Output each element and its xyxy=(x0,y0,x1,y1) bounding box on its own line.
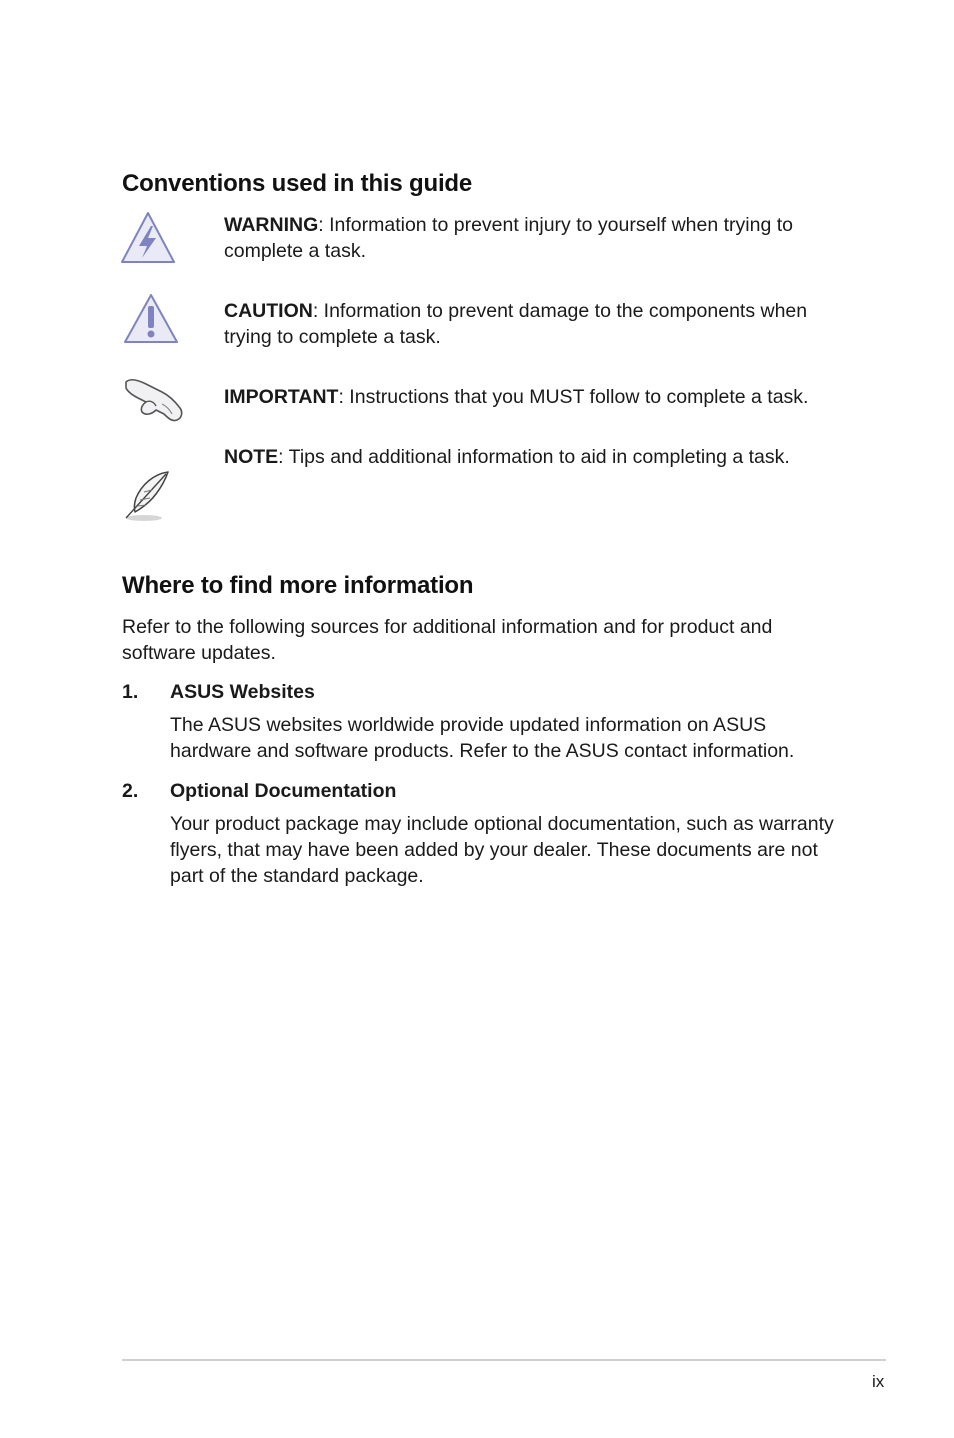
important-text: : Instructions that you MUST follow to complete a task. xyxy=(338,386,809,408)
list-item-number: 2. xyxy=(122,780,139,802)
optional-documentation-body: Your product package may include optional documentation, such as warranty flyers, that may have been added by your dealer. These documents are not part of the standard package. xyxy=(170,813,834,887)
note-note xyxy=(224,444,834,470)
asus-websites-body: The ASUS websites worldwide provide updated information on ASUS hardware and software products. Refer to the ASUS contact information. xyxy=(170,714,795,762)
pointing-hand-icon xyxy=(122,374,186,426)
conventions-heading: Conventions used in this guide xyxy=(122,170,473,197)
warning-label: WARNING xyxy=(224,214,319,236)
feather-quill-icon xyxy=(120,468,176,524)
warning-note xyxy=(224,212,834,264)
caution-text: : Information to prevent damage to the components when trying to complete a task. xyxy=(224,300,808,348)
more-info-heading: Where to find more information xyxy=(122,572,474,599)
page-number: ix xyxy=(872,1372,885,1391)
caution-note xyxy=(224,298,834,350)
footer-rule xyxy=(122,1359,886,1361)
optional-documentation-title: Optional Documentation xyxy=(170,780,397,802)
more-info-intro: Refer to the following sources for additional information and for product and software updates. xyxy=(122,616,773,664)
asus-websites-title: ASUS Websites xyxy=(170,681,315,703)
list-item-number: 1. xyxy=(122,681,139,703)
important-note xyxy=(224,384,834,410)
warning-lightning-icon xyxy=(120,210,176,266)
note-text: : Tips and additional information to aid in completing a task. xyxy=(278,446,790,468)
warning-text: : Information to prevent injury to yourself when trying to complete a task. xyxy=(224,214,793,262)
caution-exclamation-icon xyxy=(124,292,180,346)
important-label: IMPORTANT xyxy=(224,386,339,408)
note-label: NOTE xyxy=(224,446,279,468)
caution-label: CAUTION xyxy=(224,300,313,322)
